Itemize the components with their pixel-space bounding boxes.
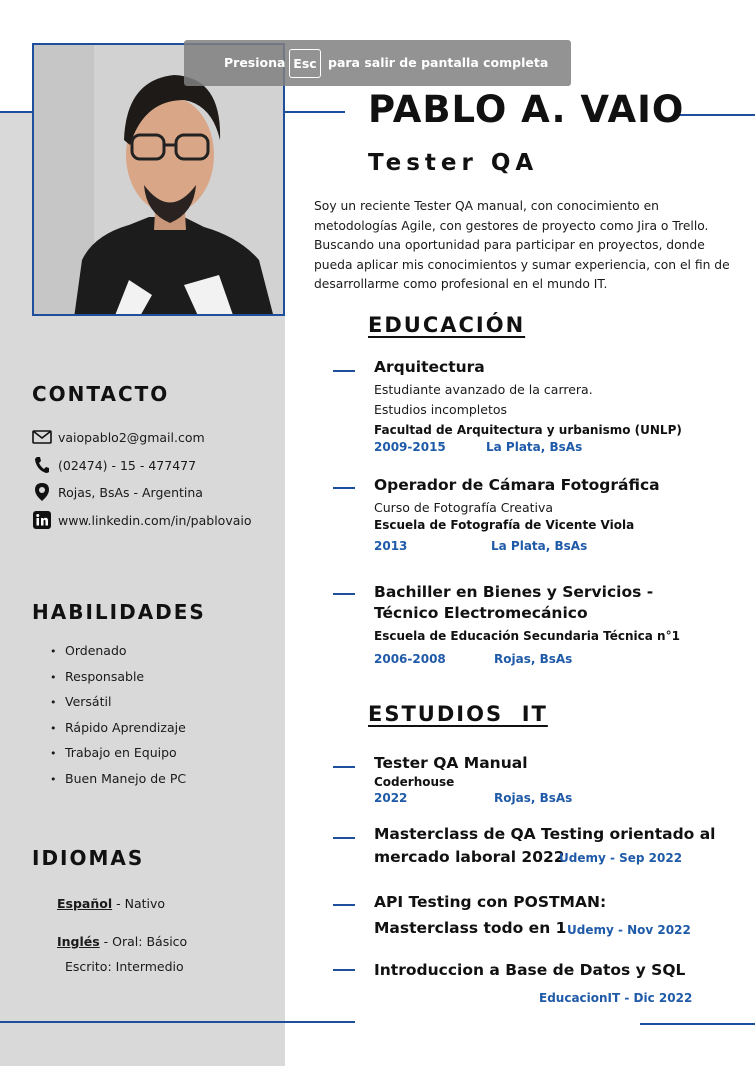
edu-bach-place: Rojas, BsAs <box>494 652 573 666</box>
phone-icon <box>32 455 52 475</box>
it-master-line1: Masterclass de QA Testing orientado al <box>374 825 716 843</box>
it-qa-years: 2022 <box>374 791 408 805</box>
entry-dash <box>333 837 355 839</box>
location-pin-icon <box>32 482 52 502</box>
edu-arch-institution: Facultad de Arquitectura y urbanismo (UNLP) <box>374 423 682 437</box>
it-sql-title: Introduccion a Base de Datos y SQL <box>374 961 686 979</box>
edu-photo-institution: Escuela de Fotografía de Vicente Viola <box>374 518 635 532</box>
it-qa-institution: Coderhouse <box>374 775 455 789</box>
linkedin-icon <box>32 510 52 530</box>
footer-rule-right <box>640 1023 755 1025</box>
list-item: • Responsable <box>50 668 145 684</box>
contact-linkedin[interactable] <box>32 510 252 530</box>
edu-bach-years: 2006-2008 <box>374 652 446 666</box>
toast-suffix: para salir de pantalla completa <box>328 55 549 70</box>
edu-photo-place: La Plata, BsAs <box>491 539 588 553</box>
it-api-source: Udemy - Nov 2022 <box>567 923 691 937</box>
entry-dash <box>333 593 355 595</box>
contact-phone-text: (02474) - 15 - 477477 <box>58 457 197 473</box>
person-role: Tester QA <box>368 150 539 176</box>
list-item: • Trabajo en Equipo <box>50 745 177 761</box>
header-rule-mid <box>285 111 345 113</box>
skills-title: HABILIDADES <box>32 600 206 624</box>
edu-arch-line2: Estudios incompletos <box>374 402 508 417</box>
edu-bach-title-1: Bachiller en Bienes y Servicios - <box>374 583 654 601</box>
languages-title: IDIOMAS <box>32 846 145 870</box>
mail-icon <box>32 427 52 447</box>
edu-photo-years: 2013 <box>374 539 408 553</box>
it-master-source: Udemy - Sep 2022 <box>559 851 683 865</box>
edu-bach-title-2: Técnico Electromecánico <box>374 604 588 622</box>
contact-location-text: Rojas, BsAs - Argentina <box>58 484 203 500</box>
edu-arch-years: 2009-2015 <box>374 440 446 454</box>
list-item: • Ordenado <box>50 643 127 658</box>
it-studies-title: ESTUDIOS IT <box>368 702 548 726</box>
it-api-line2: Masterclass todo en 1 <box>374 919 567 937</box>
contact-linkedin-text: www.linkedin.com/in/pablovaio <box>58 512 252 528</box>
contact-email-text: vaiopablo2@gmail.com <box>58 429 205 445</box>
it-master-line2: mercado laboral 2022 <box>374 848 565 866</box>
edu-arch-line1: Estudiante avanzado de la carrera. <box>374 382 593 397</box>
language-english: Inglés - Oral: Básico <box>57 934 188 949</box>
list-item: • Versátil <box>50 694 112 710</box>
contact-email[interactable] <box>32 427 205 447</box>
entry-dash <box>333 766 355 768</box>
entry-dash <box>333 370 355 372</box>
edu-arch-title: Arquitectura <box>374 358 485 376</box>
contact-location <box>32 482 203 502</box>
it-qa-place: Rojas, BsAs <box>494 791 573 805</box>
profile-summary: Soy un reciente Tester QA manual, con conocimiento en metodologías Agile, con gestores de proyecto como Jira o Trello. Buscando una oportunidad para participar en proyectos, donde pueda aplicar mis conocimientos y sumar experiencia, con el fin de desarrollarme como profesional en el mundo IT. <box>314 199 730 291</box>
person-name: PABLO A. VAIO <box>368 88 685 131</box>
edu-bach-institution: Escuela de Educación Secundaria Técnica n°1 <box>374 629 680 643</box>
entry-dash <box>333 904 355 906</box>
it-api-line1: API Testing con POSTMAN: <box>374 893 607 911</box>
contact-title: CONTACTO <box>32 382 170 406</box>
list-item: • Buen Manejo de PC <box>50 770 187 786</box>
fullscreen-exit-toast <box>184 40 571 86</box>
entry-dash <box>333 969 355 971</box>
edu-arch-place: La Plata, BsAs <box>486 440 583 454</box>
list-item: • Rápido Aprendizaje <box>50 719 186 735</box>
it-qa-title: Tester QA Manual <box>374 754 528 772</box>
skills-list <box>50 641 186 795</box>
education-title: EDUCACIÓN <box>368 313 526 337</box>
contact-phone <box>32 455 196 475</box>
footer-rule-left <box>0 1021 355 1023</box>
language-english-written: Escrito: Intermedio <box>65 959 184 974</box>
it-sql-source: EducacionIT - Dic 2022 <box>539 991 693 1005</box>
language-spanish: Español - Nativo <box>57 896 166 911</box>
toast-prefix: Presiona <box>224 55 286 70</box>
edu-photo-title: Operador de Cámara Fotográfica <box>374 476 660 494</box>
edu-photo-line1: Curso de Fotografía Creativa <box>374 500 554 515</box>
esc-key-badge[interactable]: Esc <box>289 49 321 78</box>
header-rule-right <box>676 114 755 116</box>
entry-dash <box>333 487 355 489</box>
header-rule-left <box>0 111 32 113</box>
